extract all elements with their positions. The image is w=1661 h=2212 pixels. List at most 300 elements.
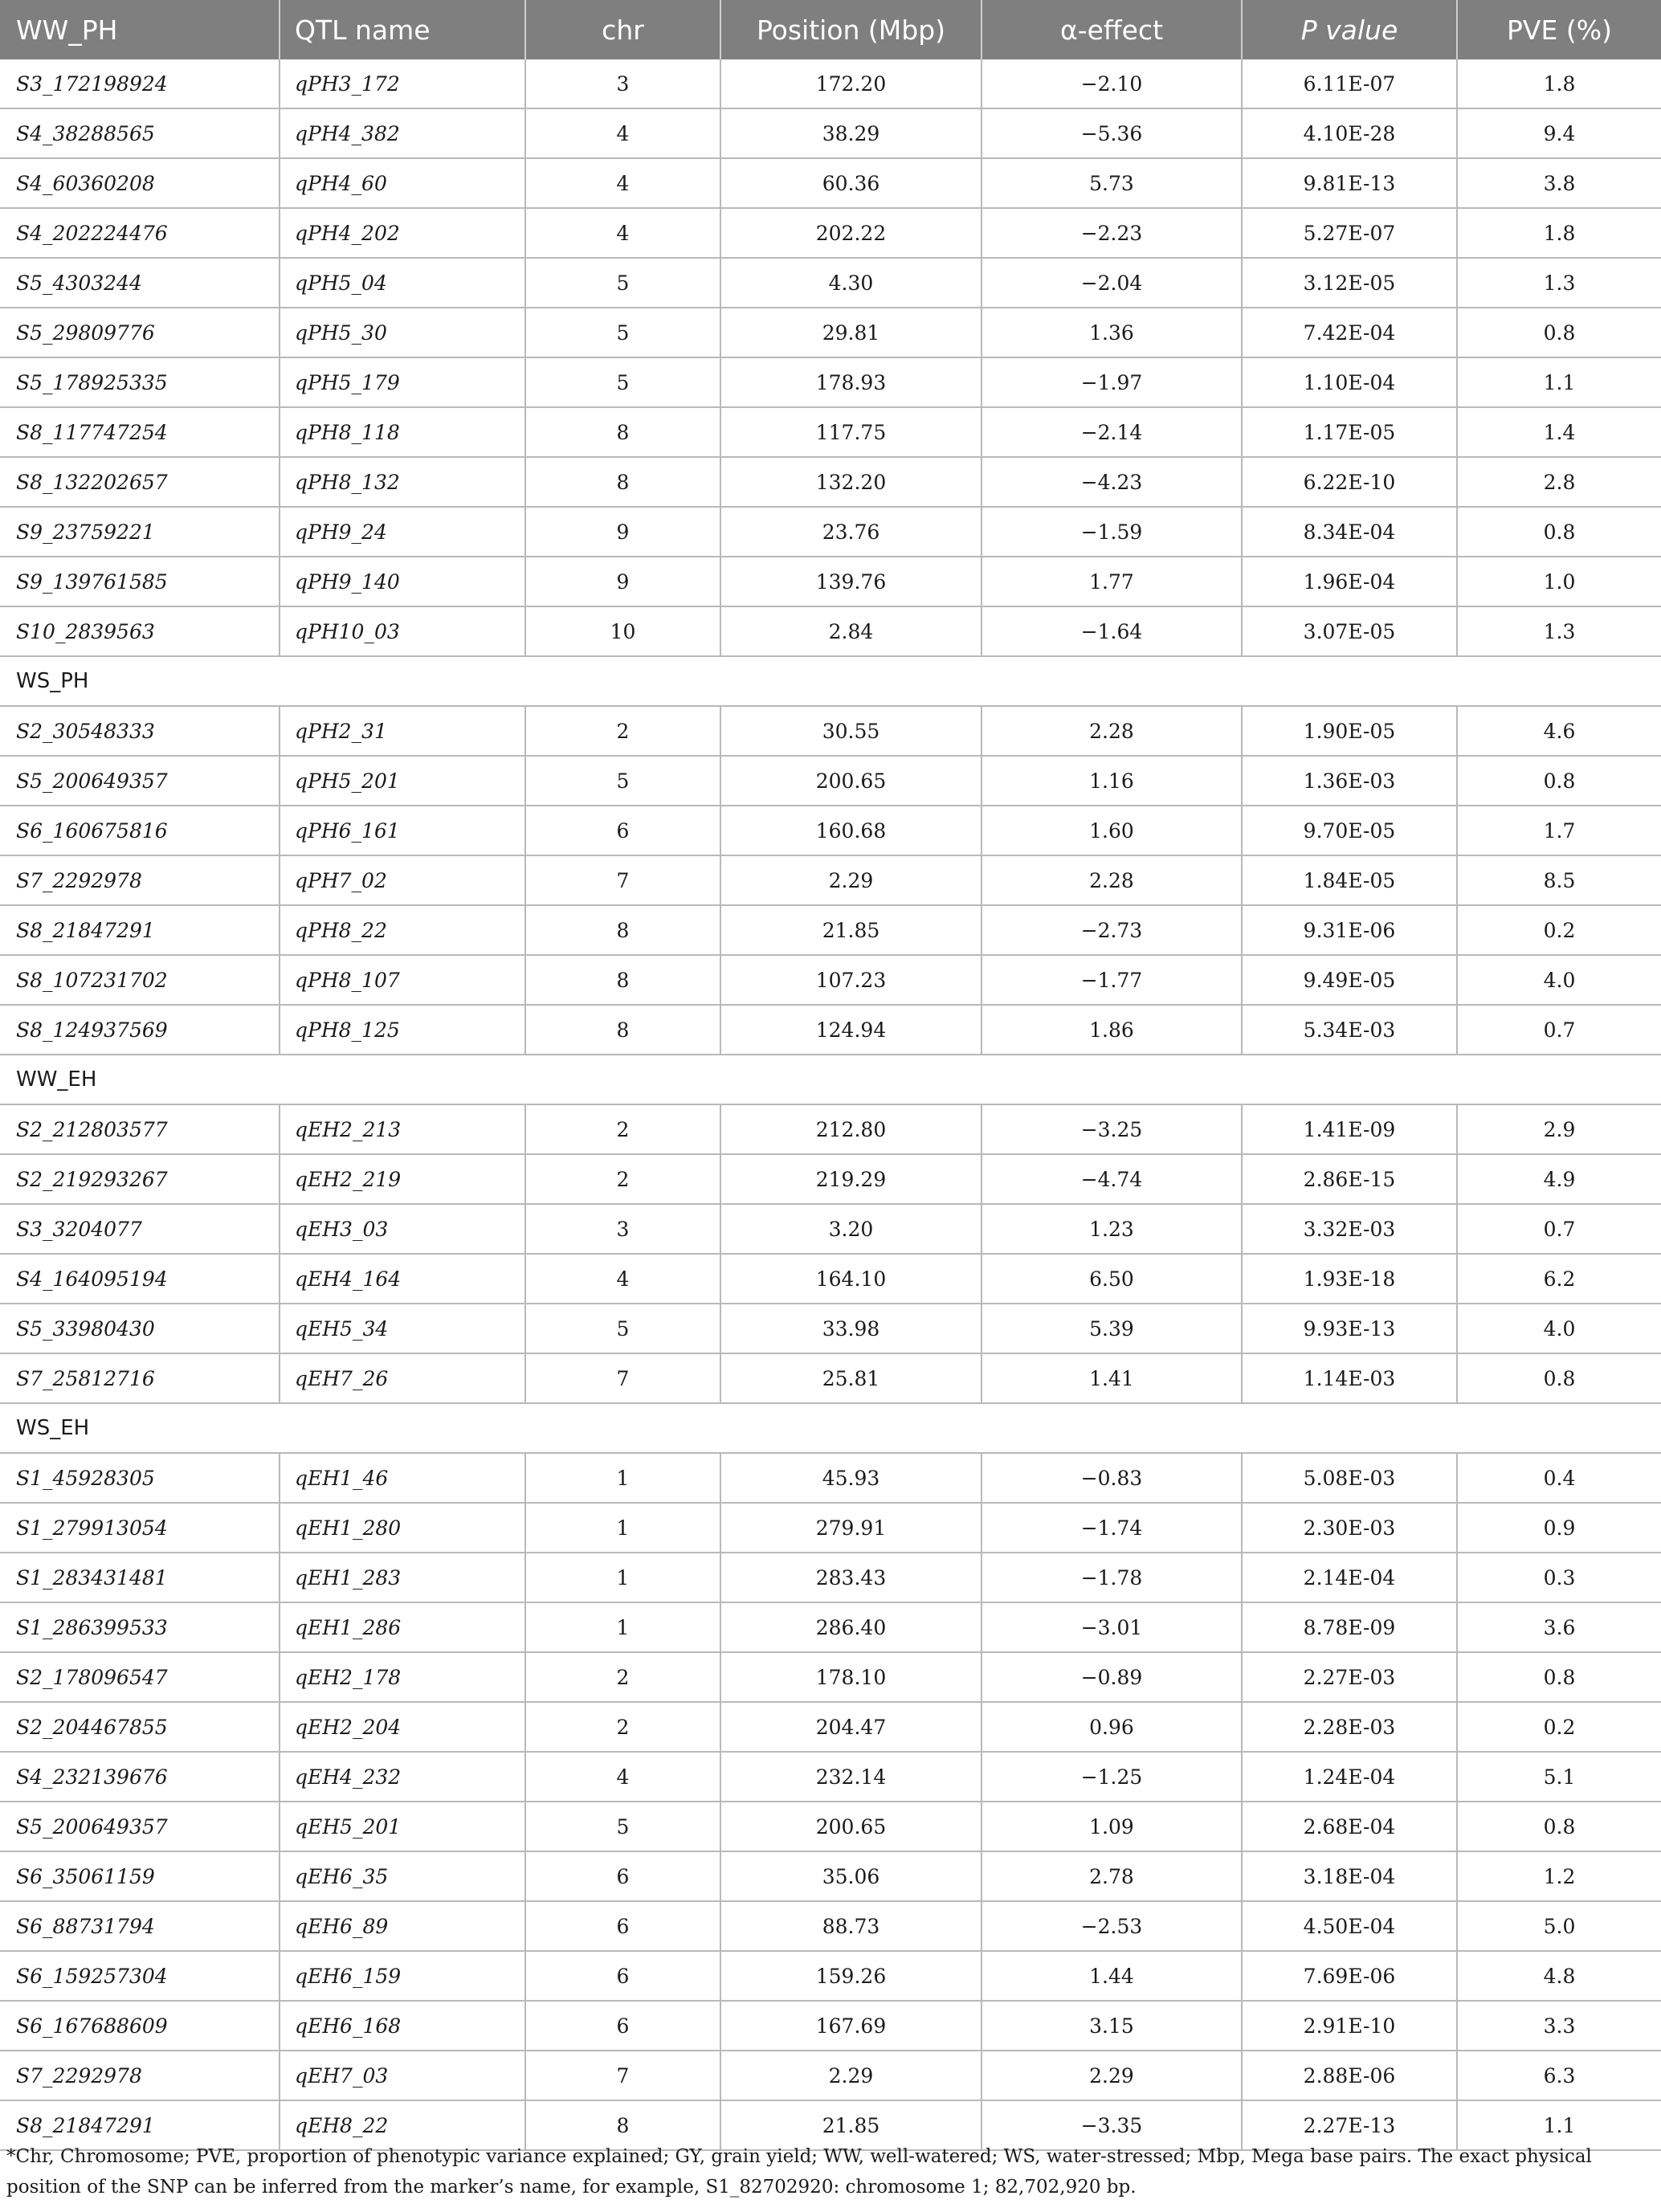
position-cell: 139.76 bbox=[720, 557, 982, 606]
alpha-effect-cell: −1.64 bbox=[982, 606, 1242, 656]
chr-cell: 3 bbox=[525, 1204, 720, 1254]
position-cell: 178.93 bbox=[720, 357, 982, 407]
p-value-cell: 3.07E-05 bbox=[1242, 606, 1457, 656]
alpha-effect-cell: −1.25 bbox=[982, 1752, 1242, 1802]
p-value-cell: 7.42E-04 bbox=[1242, 308, 1457, 357]
alpha-effect-cell: 3.15 bbox=[982, 2001, 1242, 2051]
table-row bbox=[0, 2001, 1661, 2051]
chr-cell: 1 bbox=[525, 1503, 720, 1553]
qtl-name-cell: qPH8_132 bbox=[280, 457, 525, 507]
position-cell: 164.10 bbox=[720, 1254, 982, 1304]
alpha-effect-cell: −1.59 bbox=[982, 507, 1242, 557]
alpha-effect-cell: −3.35 bbox=[982, 2100, 1242, 2150]
marker-cell: S3_172198924 bbox=[0, 59, 280, 108]
chr-cell: 7 bbox=[525, 2051, 720, 2100]
p-value-cell: 5.27E-07 bbox=[1242, 208, 1457, 258]
table-row bbox=[0, 1752, 1661, 1802]
p-value-cell: 1.41E-09 bbox=[1242, 1104, 1457, 1154]
table-row bbox=[0, 1901, 1661, 1951]
pve-cell: 1.2 bbox=[1457, 1851, 1661, 1901]
alpha-effect-cell: 2.28 bbox=[982, 855, 1242, 905]
pve-cell: 1.7 bbox=[1457, 806, 1661, 855]
pve-cell: 6.2 bbox=[1457, 1254, 1661, 1304]
chr-cell: 9 bbox=[525, 557, 720, 606]
chr-cell: 8 bbox=[525, 457, 720, 507]
table-footnote: *Chr, Chromosome; PVE, proportion of phenotypic variance explained; GY, grain yield; WW, well-watered; WS, water-stressed; Mbp, Mega base pairs. The exact physical position of the SNP can be inferred from the marker’s name, for example, S1_82702920: chromosome 1; 82,702,920 bp. bbox=[6, 2146, 1592, 2198]
p-value-cell: 3.18E-04 bbox=[1242, 1851, 1457, 1901]
position-cell: 2.29 bbox=[720, 855, 982, 905]
group-header-row bbox=[0, 656, 1661, 706]
position-cell: 2.84 bbox=[720, 606, 982, 656]
qtl-name-cell: qEH2_204 bbox=[280, 1702, 525, 1752]
marker-cell: S5_200649357 bbox=[0, 1802, 280, 1851]
chr-cell: 5 bbox=[525, 258, 720, 308]
table-row bbox=[0, 1254, 1661, 1304]
group-label: WS_PH bbox=[0, 656, 1661, 706]
qtl-name-cell: qEH5_34 bbox=[280, 1304, 525, 1353]
column-header-alpha-effect: α-effect bbox=[982, 0, 1242, 59]
qtl-name-cell: qEH2_178 bbox=[280, 1652, 525, 1702]
marker-cell: S5_33980430 bbox=[0, 1304, 280, 1353]
p-value-cell: 2.68E-04 bbox=[1242, 1802, 1457, 1851]
pve-cell: 4.6 bbox=[1457, 706, 1661, 756]
position-cell: 202.22 bbox=[720, 208, 982, 258]
pve-cell: 0.8 bbox=[1457, 507, 1661, 557]
marker-cell: S7_2292978 bbox=[0, 855, 280, 905]
position-cell: 38.29 bbox=[720, 108, 982, 158]
p-value-cell: 7.69E-06 bbox=[1242, 1951, 1457, 2001]
marker-cell: S8_107231702 bbox=[0, 955, 280, 1005]
position-cell: 219.29 bbox=[720, 1154, 982, 1204]
position-cell: 204.47 bbox=[720, 1702, 982, 1752]
alpha-effect-cell: 1.60 bbox=[982, 806, 1242, 855]
table-row bbox=[0, 1652, 1661, 1702]
p-value-cell: 5.08E-03 bbox=[1242, 1453, 1457, 1503]
chr-cell: 6 bbox=[525, 2001, 720, 2051]
table-row bbox=[0, 1104, 1661, 1154]
alpha-effect-cell: 2.78 bbox=[982, 1851, 1242, 1901]
column-header-pve: PVE (%) bbox=[1457, 0, 1661, 59]
position-cell: 29.81 bbox=[720, 308, 982, 357]
chr-cell: 8 bbox=[525, 2100, 720, 2150]
alpha-effect-cell: −1.74 bbox=[982, 1503, 1242, 1553]
marker-cell: S2_178096547 bbox=[0, 1652, 280, 1702]
alpha-effect-cell: −4.23 bbox=[982, 457, 1242, 507]
position-cell: 35.06 bbox=[720, 1851, 982, 1901]
alpha-effect-cell: −1.78 bbox=[982, 1553, 1242, 1602]
pve-cell: 8.5 bbox=[1457, 855, 1661, 905]
pve-cell: 5.0 bbox=[1457, 1901, 1661, 1951]
position-cell: 232.14 bbox=[720, 1752, 982, 1802]
position-cell: 2.29 bbox=[720, 2051, 982, 2100]
qtl-name-cell: qEH3_03 bbox=[280, 1204, 525, 1254]
position-cell: 172.20 bbox=[720, 59, 982, 108]
pve-cell: 0.9 bbox=[1457, 1503, 1661, 1553]
qtl-name-cell: qPH4_60 bbox=[280, 158, 525, 208]
pve-cell: 0.3 bbox=[1457, 1553, 1661, 1602]
qtl-name-cell: qEH1_46 bbox=[280, 1453, 525, 1503]
qtl-name-cell: qPH5_30 bbox=[280, 308, 525, 357]
pve-cell: 0.7 bbox=[1457, 1005, 1661, 1055]
chr-cell: 6 bbox=[525, 1951, 720, 2001]
qtl-name-cell: qPH5_04 bbox=[280, 258, 525, 308]
p-value-cell: 9.93E-13 bbox=[1242, 1304, 1457, 1353]
marker-cell: S8_117747254 bbox=[0, 407, 280, 457]
position-cell: 21.85 bbox=[720, 2100, 982, 2150]
p-value-cell: 2.27E-13 bbox=[1242, 2100, 1457, 2150]
table-row bbox=[0, 1602, 1661, 1652]
alpha-effect-cell: 2.28 bbox=[982, 706, 1242, 756]
alpha-effect-cell: −0.89 bbox=[982, 1652, 1242, 1702]
chr-cell: 7 bbox=[525, 855, 720, 905]
pve-cell: 1.8 bbox=[1457, 208, 1661, 258]
alpha-effect-cell: 6.50 bbox=[982, 1254, 1242, 1304]
marker-cell: S4_60360208 bbox=[0, 158, 280, 208]
chr-cell: 5 bbox=[525, 1802, 720, 1851]
pve-cell: 3.3 bbox=[1457, 2001, 1661, 2051]
alpha-effect-cell: −2.73 bbox=[982, 905, 1242, 955]
marker-cell: S5_200649357 bbox=[0, 756, 280, 806]
chr-cell: 2 bbox=[525, 1652, 720, 1702]
p-value-cell: 8.78E-09 bbox=[1242, 1602, 1457, 1652]
alpha-effect-cell: −2.53 bbox=[982, 1901, 1242, 1951]
marker-cell: S6_35061159 bbox=[0, 1851, 280, 1901]
qtl-name-cell: qPH5_201 bbox=[280, 756, 525, 806]
marker-cell: S8_21847291 bbox=[0, 2100, 280, 2150]
position-cell: 200.65 bbox=[720, 1802, 982, 1851]
alpha-effect-cell: 1.23 bbox=[982, 1204, 1242, 1254]
table-row bbox=[0, 1304, 1661, 1353]
p-value-cell: 2.88E-06 bbox=[1242, 2051, 1457, 2100]
p-value-cell: 9.49E-05 bbox=[1242, 955, 1457, 1005]
column-header-qtl-name: QTL name bbox=[280, 0, 525, 59]
table-row bbox=[0, 606, 1661, 656]
chr-cell: 7 bbox=[525, 1353, 720, 1403]
pve-cell: 1.3 bbox=[1457, 258, 1661, 308]
alpha-effect-cell: −5.36 bbox=[982, 108, 1242, 158]
table-row bbox=[0, 557, 1661, 606]
qtl-name-cell: qEH1_280 bbox=[280, 1503, 525, 1553]
table-row bbox=[0, 108, 1661, 158]
table-row bbox=[0, 1802, 1661, 1851]
p-value-cell: 9.31E-06 bbox=[1242, 905, 1457, 955]
alpha-effect-cell: −2.14 bbox=[982, 407, 1242, 457]
pve-cell: 4.0 bbox=[1457, 1304, 1661, 1353]
alpha-effect-cell: 1.41 bbox=[982, 1353, 1242, 1403]
position-cell: 132.20 bbox=[720, 457, 982, 507]
marker-cell: S5_178925335 bbox=[0, 357, 280, 407]
p-value-cell: 6.22E-10 bbox=[1242, 457, 1457, 507]
alpha-effect-cell: −0.83 bbox=[982, 1453, 1242, 1503]
chr-cell: 4 bbox=[525, 1752, 720, 1802]
qtl-name-cell: qEH6_89 bbox=[280, 1901, 525, 1951]
chr-cell: 2 bbox=[525, 706, 720, 756]
table-row bbox=[0, 208, 1661, 258]
pve-cell: 0.8 bbox=[1457, 308, 1661, 357]
table-row bbox=[0, 258, 1661, 308]
position-cell: 117.75 bbox=[720, 407, 982, 457]
chr-cell: 8 bbox=[525, 905, 720, 955]
table-row bbox=[0, 1154, 1661, 1204]
position-cell: 124.94 bbox=[720, 1005, 982, 1055]
table-row bbox=[0, 706, 1661, 756]
p-value-cell: 4.10E-28 bbox=[1242, 108, 1457, 158]
chr-cell: 2 bbox=[525, 1154, 720, 1204]
chr-cell: 10 bbox=[525, 606, 720, 656]
table-row bbox=[0, 1951, 1661, 2001]
column-header-chr: chr bbox=[525, 0, 720, 59]
position-cell: 21.85 bbox=[720, 905, 982, 955]
qtl-name-cell: qEH6_168 bbox=[280, 2001, 525, 2051]
pve-cell: 0.8 bbox=[1457, 1652, 1661, 1702]
p-value-cell: 9.70E-05 bbox=[1242, 806, 1457, 855]
alpha-effect-cell: 5.73 bbox=[982, 158, 1242, 208]
table-row bbox=[0, 59, 1661, 108]
pve-cell: 6.3 bbox=[1457, 2051, 1661, 2100]
pve-cell: 1.8 bbox=[1457, 59, 1661, 108]
p-value-cell: 2.86E-15 bbox=[1242, 1154, 1457, 1204]
p-value-cell: 8.34E-04 bbox=[1242, 507, 1457, 557]
qtl-name-cell: qEH4_164 bbox=[280, 1254, 525, 1304]
pve-cell: 4.8 bbox=[1457, 1951, 1661, 2001]
table-row bbox=[0, 407, 1661, 457]
chr-cell: 3 bbox=[525, 59, 720, 108]
position-cell: 33.98 bbox=[720, 1304, 982, 1353]
marker-cell: S3_3204077 bbox=[0, 1204, 280, 1254]
chr-cell: 6 bbox=[525, 806, 720, 855]
marker-cell: S1_279913054 bbox=[0, 1503, 280, 1553]
p-value-cell: 5.34E-03 bbox=[1242, 1005, 1457, 1055]
marker-cell: S2_219293267 bbox=[0, 1154, 280, 1204]
table-row bbox=[0, 955, 1661, 1005]
alpha-effect-cell: 2.29 bbox=[982, 2051, 1242, 2100]
p-value-cell: 1.36E-03 bbox=[1242, 756, 1457, 806]
marker-cell: S1_283431481 bbox=[0, 1553, 280, 1602]
table-row bbox=[0, 905, 1661, 955]
alpha-effect-cell: 1.44 bbox=[982, 1951, 1242, 2001]
alpha-effect-cell: −3.01 bbox=[982, 1602, 1242, 1652]
chr-cell: 6 bbox=[525, 1851, 720, 1901]
alpha-effect-cell: −3.25 bbox=[982, 1104, 1242, 1154]
group-label: WW_EH bbox=[0, 1055, 1661, 1104]
p-value-cell: 1.96E-04 bbox=[1242, 557, 1457, 606]
alpha-effect-cell: −4.74 bbox=[982, 1154, 1242, 1204]
chr-cell: 2 bbox=[525, 1104, 720, 1154]
p-value-cell: 4.50E-04 bbox=[1242, 1901, 1457, 1951]
qtl-name-cell: qEH7_26 bbox=[280, 1353, 525, 1403]
chr-cell: 8 bbox=[525, 407, 720, 457]
pve-cell: 0.2 bbox=[1457, 1702, 1661, 1752]
position-cell: 286.40 bbox=[720, 1602, 982, 1652]
alpha-effect-cell: −1.77 bbox=[982, 955, 1242, 1005]
qtl-name-cell: qPH4_202 bbox=[280, 208, 525, 258]
qtl-name-cell: qPH7_02 bbox=[280, 855, 525, 905]
group-header-row bbox=[0, 1055, 1661, 1104]
chr-cell: 1 bbox=[525, 1553, 720, 1602]
marker-cell: S2_212803577 bbox=[0, 1104, 280, 1154]
alpha-effect-cell: 1.77 bbox=[982, 557, 1242, 606]
alpha-effect-cell: 0.96 bbox=[982, 1702, 1242, 1752]
pve-cell: 3.8 bbox=[1457, 158, 1661, 208]
marker-cell: S4_38288565 bbox=[0, 108, 280, 158]
table-row bbox=[0, 1005, 1661, 1055]
qtl-name-cell: qPH10_03 bbox=[280, 606, 525, 656]
chr-cell: 4 bbox=[525, 1254, 720, 1304]
chr-cell: 8 bbox=[525, 955, 720, 1005]
chr-cell: 6 bbox=[525, 1901, 720, 1951]
p-value-cell: 1.10E-04 bbox=[1242, 357, 1457, 407]
position-cell: 4.30 bbox=[720, 258, 982, 308]
p-value-cell: 9.81E-13 bbox=[1242, 158, 1457, 208]
qtl-name-cell: qEH7_03 bbox=[280, 2051, 525, 2100]
marker-cell: S8_132202657 bbox=[0, 457, 280, 507]
pve-cell: 0.8 bbox=[1457, 756, 1661, 806]
pve-cell: 0.2 bbox=[1457, 905, 1661, 955]
qtl-name-cell: qPH8_107 bbox=[280, 955, 525, 1005]
pve-cell: 0.4 bbox=[1457, 1453, 1661, 1503]
position-cell: 88.73 bbox=[720, 1901, 982, 1951]
qtl-name-cell: qEH1_283 bbox=[280, 1553, 525, 1602]
p-value-cell: 1.90E-05 bbox=[1242, 706, 1457, 756]
qtl-name-cell: qEH5_201 bbox=[280, 1802, 525, 1851]
chr-cell: 4 bbox=[525, 158, 720, 208]
chr-cell: 4 bbox=[525, 108, 720, 158]
pve-cell: 1.1 bbox=[1457, 2100, 1661, 2150]
p-value-cell: 2.91E-10 bbox=[1242, 2001, 1457, 2051]
marker-cell: S2_30548333 bbox=[0, 706, 280, 756]
group-label: WS_EH bbox=[0, 1403, 1661, 1453]
position-cell: 3.20 bbox=[720, 1204, 982, 1254]
pve-cell: 1.4 bbox=[1457, 407, 1661, 457]
marker-cell: S2_204467855 bbox=[0, 1702, 280, 1752]
position-cell: 283.43 bbox=[720, 1553, 982, 1602]
position-cell: 107.23 bbox=[720, 955, 982, 1005]
qtl-name-cell: qPH5_179 bbox=[280, 357, 525, 407]
p-value-cell: 1.14E-03 bbox=[1242, 1353, 1457, 1403]
marker-cell: S7_2292978 bbox=[0, 2051, 280, 2100]
table-row bbox=[0, 357, 1661, 407]
marker-cell: S6_160675816 bbox=[0, 806, 280, 855]
p-value-cell: 2.27E-03 bbox=[1242, 1652, 1457, 1702]
marker-cell: S8_21847291 bbox=[0, 905, 280, 955]
column-header-position: Position (Mbp) bbox=[720, 0, 982, 59]
table-row bbox=[0, 756, 1661, 806]
p-value-cell: 6.11E-07 bbox=[1242, 59, 1457, 108]
qtl-name-cell: qEH8_22 bbox=[280, 2100, 525, 2150]
pve-cell: 3.6 bbox=[1457, 1602, 1661, 1652]
position-cell: 25.81 bbox=[720, 1353, 982, 1403]
qtl-name-cell: qPH8_118 bbox=[280, 407, 525, 457]
p-value-cell: 2.28E-03 bbox=[1242, 1702, 1457, 1752]
table-row bbox=[0, 855, 1661, 905]
chr-cell: 5 bbox=[525, 1304, 720, 1353]
marker-cell: S9_139761585 bbox=[0, 557, 280, 606]
chr-cell: 5 bbox=[525, 357, 720, 407]
position-cell: 160.68 bbox=[720, 806, 982, 855]
p-value-cell: 2.30E-03 bbox=[1242, 1503, 1457, 1553]
p-value-cell: 1.24E-04 bbox=[1242, 1752, 1457, 1802]
alpha-effect-cell: −2.04 bbox=[982, 258, 1242, 308]
marker-cell: S9_23759221 bbox=[0, 507, 280, 557]
qtl-name-cell: qEH6_159 bbox=[280, 1951, 525, 2001]
p-value-cell: 3.32E-03 bbox=[1242, 1204, 1457, 1254]
group-header-row bbox=[0, 1403, 1661, 1453]
marker-cell: S7_25812716 bbox=[0, 1353, 280, 1403]
pve-cell: 0.8 bbox=[1457, 1802, 1661, 1851]
chr-cell: 4 bbox=[525, 208, 720, 258]
marker-cell: S5_29809776 bbox=[0, 308, 280, 357]
table-row bbox=[0, 1553, 1661, 1602]
qtl-name-cell: qPH3_172 bbox=[280, 59, 525, 108]
p-value-cell: 3.12E-05 bbox=[1242, 258, 1457, 308]
alpha-effect-cell: 1.86 bbox=[982, 1005, 1242, 1055]
qtl-name-cell: qPH4_382 bbox=[280, 108, 525, 158]
table-row bbox=[0, 457, 1661, 507]
pve-cell: 2.8 bbox=[1457, 457, 1661, 507]
alpha-effect-cell: −1.97 bbox=[982, 357, 1242, 407]
table-body bbox=[0, 59, 1661, 2150]
position-cell: 159.26 bbox=[720, 1951, 982, 2001]
table-row bbox=[0, 1353, 1661, 1403]
qtl-name-cell: qPH9_24 bbox=[280, 507, 525, 557]
alpha-effect-cell: −2.23 bbox=[982, 208, 1242, 258]
pve-cell: 4.0 bbox=[1457, 955, 1661, 1005]
qtl-name-cell: qPH6_161 bbox=[280, 806, 525, 855]
p-value-cell: 1.84E-05 bbox=[1242, 855, 1457, 905]
table-row bbox=[0, 1851, 1661, 1901]
table-row bbox=[0, 1204, 1661, 1254]
chr-cell: 1 bbox=[525, 1453, 720, 1503]
position-cell: 200.65 bbox=[720, 756, 982, 806]
marker-cell: S4_202224476 bbox=[0, 208, 280, 258]
marker-cell: S6_167688609 bbox=[0, 2001, 280, 2051]
pve-cell: 1.0 bbox=[1457, 557, 1661, 606]
pve-cell: 4.9 bbox=[1457, 1154, 1661, 1204]
pve-cell: 5.1 bbox=[1457, 1752, 1661, 1802]
table-row bbox=[0, 1702, 1661, 1752]
marker-cell: S1_286399533 bbox=[0, 1602, 280, 1652]
qtl-name-cell: qEH4_232 bbox=[280, 1752, 525, 1802]
column-header-p-value: P value bbox=[1242, 0, 1457, 59]
qtl-name-cell: qPH9_140 bbox=[280, 557, 525, 606]
chr-cell: 9 bbox=[525, 507, 720, 557]
marker-cell: S4_164095194 bbox=[0, 1254, 280, 1304]
p-value-cell: 2.14E-04 bbox=[1242, 1553, 1457, 1602]
alpha-effect-cell: 1.09 bbox=[982, 1802, 1242, 1851]
table-row bbox=[0, 158, 1661, 208]
marker-cell: S8_124937569 bbox=[0, 1005, 280, 1055]
alpha-effect-cell: 1.36 bbox=[982, 308, 1242, 357]
chr-cell: 5 bbox=[525, 308, 720, 357]
chr-cell: 1 bbox=[525, 1602, 720, 1652]
marker-cell: S6_88731794 bbox=[0, 1901, 280, 1951]
qtl-name-cell: qEH6_35 bbox=[280, 1851, 525, 1901]
position-cell: 30.55 bbox=[720, 706, 982, 756]
p-value-cell: 1.17E-05 bbox=[1242, 407, 1457, 457]
marker-cell: S5_4303244 bbox=[0, 258, 280, 308]
marker-cell: S10_2839563 bbox=[0, 606, 280, 656]
qtl-name-cell: qPH2_31 bbox=[280, 706, 525, 756]
pve-cell: 2.9 bbox=[1457, 1104, 1661, 1154]
alpha-effect-cell: 1.16 bbox=[982, 756, 1242, 806]
table-row bbox=[0, 1453, 1661, 1503]
table-row bbox=[0, 2051, 1661, 2100]
alpha-effect-cell: −2.10 bbox=[982, 59, 1242, 108]
table-row bbox=[0, 308, 1661, 357]
qtl-name-cell: qEH2_213 bbox=[280, 1104, 525, 1154]
pve-cell: 0.7 bbox=[1457, 1204, 1661, 1254]
pve-cell: 1.3 bbox=[1457, 606, 1661, 656]
